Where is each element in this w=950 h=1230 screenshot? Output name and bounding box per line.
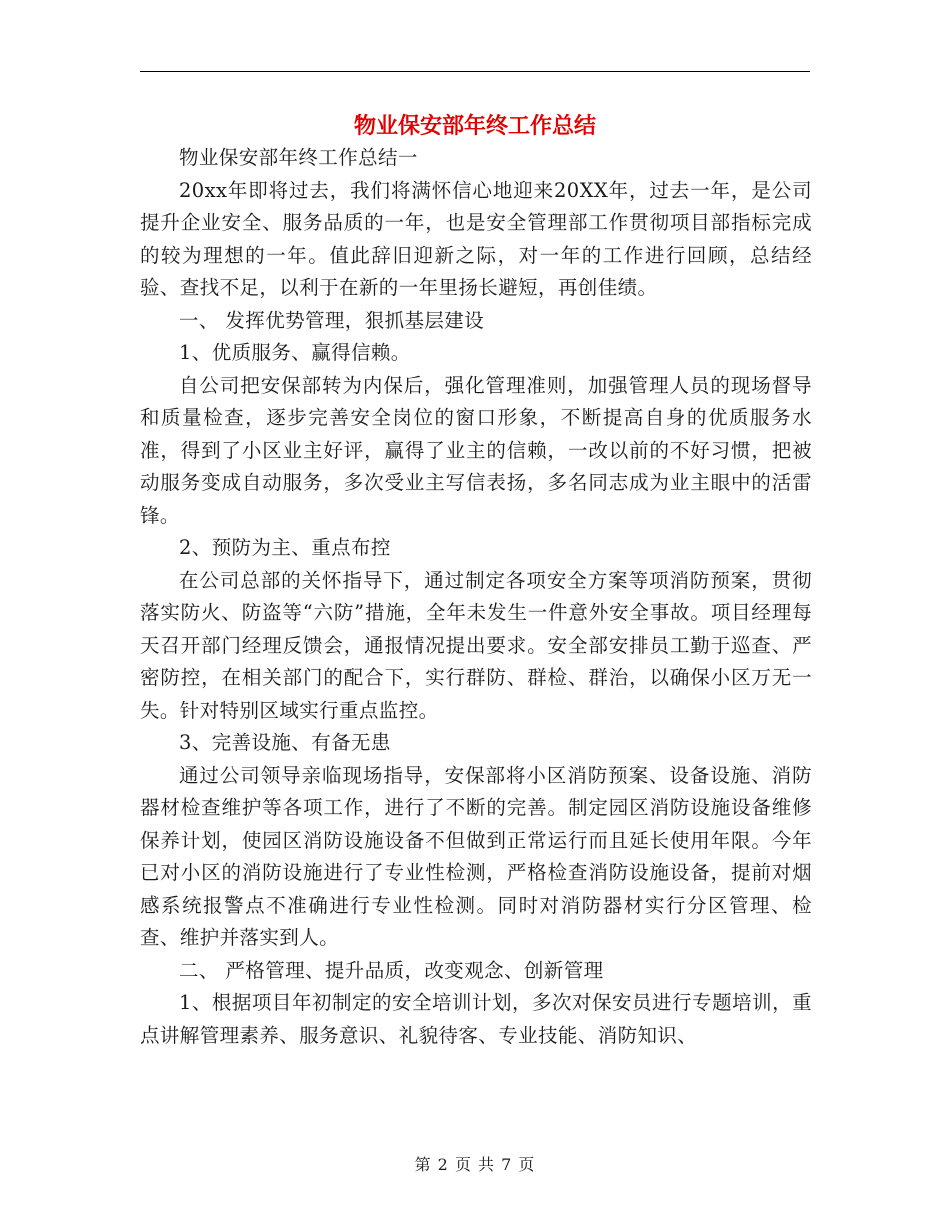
paragraph-service: 自公司把安保部转为内保后，强化管理准则，加强管理人员的现场督导和质量检查，逐步完善安全岗位的窗口形象，不断提高自身的优质服务水准，得到了小区业主好评，赢得了业主的信赖，一改以前的不好习惯，把被动服务变成自动服务，多次受业主写信表扬，多名同志成为业主眼中的活雷锋。 (140, 373, 812, 527)
subheading-1-3: 3、完善设施、有备无患 (179, 731, 391, 754)
subheading-1-1: 1、优质服务、赢得信赖。 (179, 341, 411, 364)
page-number-label: 第 2 页 共 7 页 (414, 1155, 536, 1174)
section-heading-1: 一、 发挥优势管理，狠抓基层建设 (179, 308, 485, 332)
header-rule (140, 71, 810, 72)
paragraph-subtitle: 物业保安部年终工作总结一 (179, 146, 418, 169)
document-body (140, 142, 812, 1052)
subheading-1-2: 2、预防为主、重点布控 (179, 536, 391, 559)
section-heading-2: 二、 严格管理、提升品质，改变观念、创新管理 (179, 958, 604, 982)
paragraph-facilities: 通过公司领导亲临现场指导，安保部将小区消防预案、设备设施、消防器材检查维护等各项工作，进行了不断的完善。制定园区消防设施设备维修保养计划，使园区消防设施设备不但做到正常运行而且延长使用年限。今年已对小区的消防设施进行了专业性检测，严格检查消防设施设备，提前对烟感系统报警点不准确进行专业性检测。同时对消防器材实行分区管理、检查、维护并落实到人。 (140, 763, 812, 949)
document-title: 物业保安部年终工作总结 (353, 113, 596, 139)
paragraph-prevention: 在公司总部的关怀指导下，通过制定各项安全方案等项消防预案，贯彻落实防火、防盗等“六防”措施，全年未发生一件意外安全事故。项目经理每天召开部门经理反馈会，通报情况提出要求。安全部安排员工勤于巡查、严密防控，在相关部门的配合下，实行群防、群检、群治，以确保小区万无一失。针对特别区域实行重点监控。 (140, 568, 812, 722)
paragraph-intro: 20xx年即将过去，我们将满怀信心地迎来20XX年，过去一年，是公司提升企业安全、服务品质的一年，也是安全管理部工作贯彻项目部指标完成的较为理想的一年。值此辞旧迎新之际，对一年的工作进行回顾，总结经验、查找不足，以利于在新的一年里扬长避短，再创佳绩。 (140, 178, 812, 299)
paragraph-training: 1、根据项目年初制定的安全培训计划，多次对保安员进行专题培训，重点讲解管理素养、服务意识、礼貌待客、专业技能、消防知识、 (140, 991, 812, 1047)
page-footer (0, 1152, 950, 1175)
